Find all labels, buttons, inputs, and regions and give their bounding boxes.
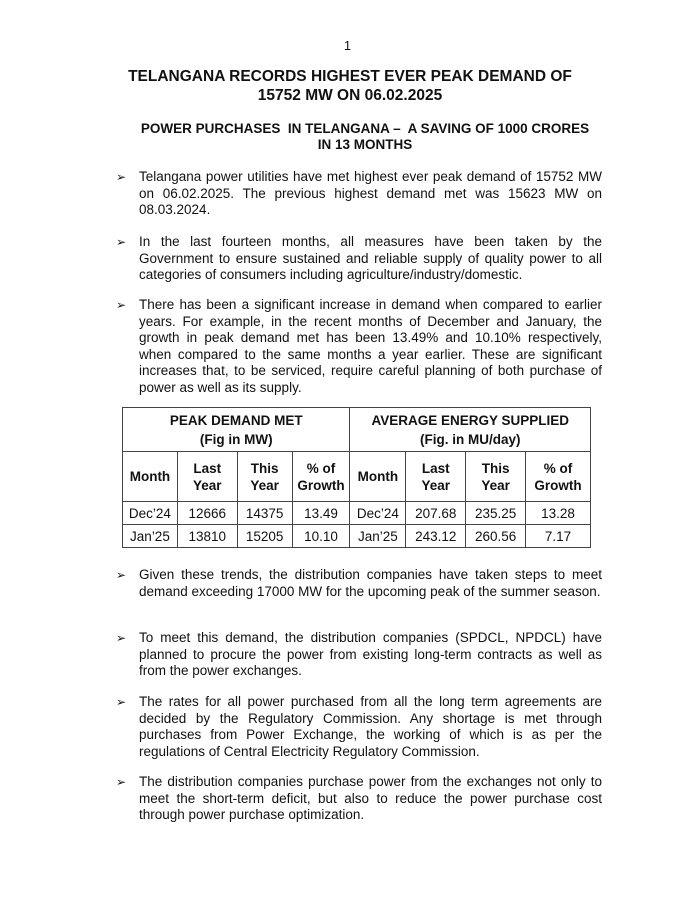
table-cell: Jan’25 bbox=[350, 525, 406, 548]
table-cell: 12666 bbox=[177, 502, 237, 525]
subtitle-line-1: POWER PURCHASES IN TELANGANA – A SAVING OF 1000 CRORES bbox=[140, 121, 590, 136]
table-cell: 235.25 bbox=[466, 502, 526, 525]
energy-supplied-group-header: AVERAGE ENERGY SUPPLIED (Fig. in MU/day) bbox=[350, 408, 591, 452]
column-header: Month bbox=[350, 452, 406, 502]
bullet-item bbox=[116, 694, 602, 760]
document-subtitle bbox=[120, 121, 610, 153]
table-cell: 15205 bbox=[237, 525, 292, 548]
column-header: Month bbox=[123, 452, 178, 502]
column-header: This Year bbox=[237, 452, 292, 502]
column-header: % of Growth bbox=[526, 452, 591, 502]
bullet-text: Given these trends, the distribution companies have taken steps to meet demand exceeding 17000 MW for the upcoming peak of the summer season. bbox=[139, 567, 602, 599]
column-header: % of Growth bbox=[292, 452, 350, 502]
bullet-text: In the last fourteen months, all measures have been taken by the Government to ensure sustained and reliable supply of quality power to all categories of consumers including agriculture/industry/domestic. bbox=[139, 234, 602, 282]
table-cell: Jan’25 bbox=[123, 525, 178, 548]
table-cell: 7.17 bbox=[526, 525, 591, 548]
bullet-item bbox=[116, 630, 602, 680]
bullet-arrow-icon: ➢ bbox=[116, 568, 127, 582]
table-cell: Dec’24 bbox=[350, 502, 406, 525]
bullet-arrow-icon: ➢ bbox=[116, 235, 127, 249]
table-cell: 14375 bbox=[237, 502, 292, 525]
column-header: This Year bbox=[466, 452, 526, 502]
bullet-item bbox=[116, 169, 602, 219]
bullet-arrow-icon: ➢ bbox=[116, 631, 127, 645]
table-cell: 13.49 bbox=[292, 502, 350, 525]
column-header: Last Year bbox=[177, 452, 237, 502]
bullet-text: To meet this demand, the distribution companies (SPDCL, NPDCL) have planned to procure the power from existing long-term contracts as well as from the power exchanges. bbox=[139, 630, 602, 678]
table-row bbox=[123, 502, 591, 525]
table-cell: 13810 bbox=[177, 525, 237, 548]
bullet-item bbox=[116, 297, 602, 396]
demand-energy-table bbox=[122, 407, 591, 548]
bullet-text: The distribution companies purchase power from the exchanges not only to meet the short-term deficit, but also to reduce the power purchase cost through power purchase optimization. bbox=[139, 774, 602, 822]
column-header: Last Year bbox=[406, 452, 466, 502]
subtitle-line-2: IN 13 MONTHS bbox=[317, 137, 413, 152]
bullet-item bbox=[116, 774, 602, 824]
bullet-arrow-icon: ➢ bbox=[116, 695, 127, 709]
bullet-text: There has been a significant increase in demand when compared to earlier years. For example, in the recent months of December and January, the growth in peak demand met has been 13.49% and 10.10% respectively, when compared to the same months a year earlier. These are significant increases that, to be serviced, require careful planning of both purchase of power as well as its supply. bbox=[139, 297, 602, 395]
table-cell: Dec’24 bbox=[123, 502, 178, 525]
title-line-1: TELANGANA RECORDS HIGHEST EVER PEAK DEMAND OF bbox=[128, 68, 572, 85]
document-title bbox=[100, 67, 600, 105]
peak-demand-group-header: PEAK DEMAND MET (Fig in MW) bbox=[123, 408, 350, 452]
bullet-text: Telangana power utilities have met highest ever peak demand of 15752 MW on 06.02.2025. The previous highest demand met was 15623 MW on 08.03.2024. bbox=[139, 169, 602, 217]
table-row bbox=[123, 525, 591, 548]
bullet-arrow-icon: ➢ bbox=[116, 170, 127, 184]
table-cell: 13.28 bbox=[526, 502, 591, 525]
bullet-arrow-icon: ➢ bbox=[116, 775, 127, 789]
table-cell: 10.10 bbox=[292, 525, 350, 548]
bullet-item bbox=[116, 234, 602, 284]
bullet-text: The rates for all power purchased from all the long term agreements are decided by the Regulatory Commission. Any shortage is met through purchases from Power Exchange, the working of which is as per the regulations of Central Electricity Regulatory Commission. bbox=[139, 694, 602, 759]
bullet-item bbox=[116, 567, 602, 600]
page-number: 1 bbox=[343, 38, 352, 53]
bullet-arrow-icon: ➢ bbox=[116, 298, 127, 312]
table-cell: 207.68 bbox=[406, 502, 466, 525]
table-cell: 260.56 bbox=[466, 525, 526, 548]
table-cell: 243.12 bbox=[406, 525, 466, 548]
title-line-2: 15752 MW ON 06.02.2025 bbox=[257, 87, 443, 104]
